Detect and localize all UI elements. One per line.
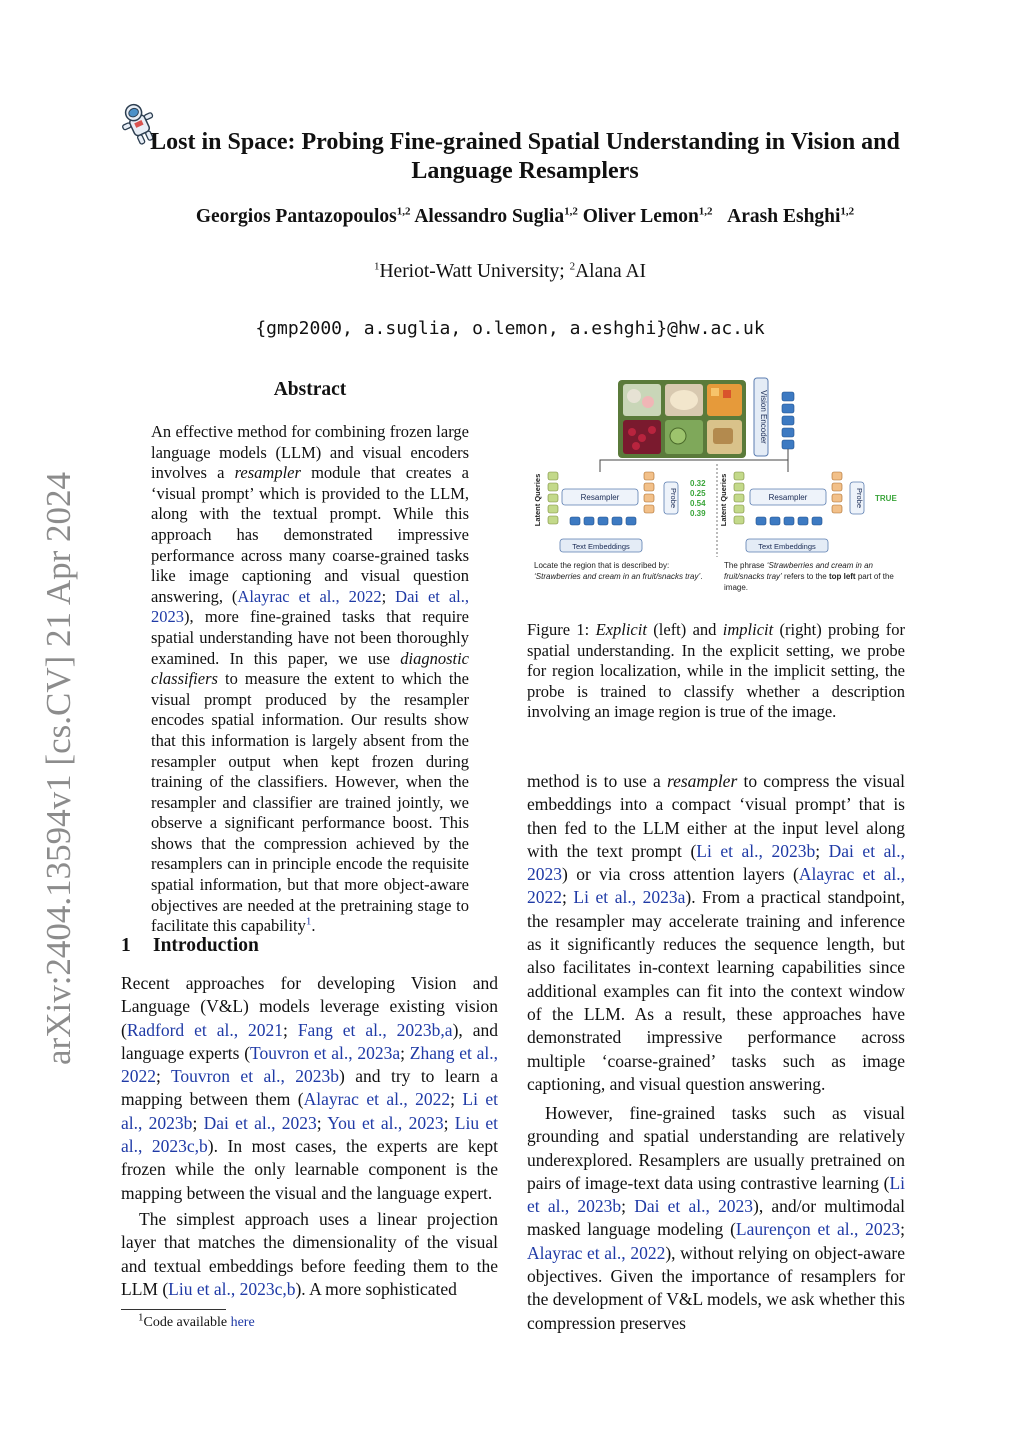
- section-title: Introduction: [153, 935, 259, 956]
- abstract-text: ;: [381, 586, 396, 606]
- paragraph-text: method is to use a: [527, 771, 667, 791]
- section-number: 1: [121, 935, 131, 956]
- figure-1-caption: [527, 620, 905, 723]
- probe-label: Probe: [669, 487, 678, 509]
- paper-title: [140, 128, 910, 186]
- author-affiliation-marker: 1,2: [564, 205, 578, 218]
- right-paragraph-2: [527, 1102, 905, 1335]
- citation-link[interactable]: Li et al., 2023b: [696, 840, 816, 861]
- explicit-pipeline: [533, 472, 709, 600]
- latent-queries-label: Latent Queries: [533, 473, 542, 527]
- title-line-1: Lost in Space: Probing Fine-grained Spatial Understanding in Vision and: [150, 129, 900, 155]
- author-name: Oliver Lemon: [582, 206, 699, 227]
- paragraph-text: ;: [562, 887, 574, 908]
- section-heading-introduction: [121, 935, 481, 957]
- paragraph-text: ). From a practical standpoint, the resampler may accelerate training and inference as it significantly reduces the sequence length, but also facilitates in-context learning capabilities since additional examples can fit into the context window of the LLM. As a result, these approaches have demonstrated impressive performance across multiple ‘coarse-grained’ tasks such as image captioning, and visual question answering.: [527, 887, 905, 1094]
- abstract-emphasis: resampler: [234, 463, 301, 483]
- desc-phrase: ‘Strawberries and cream in an fruit/snacks tray’: [724, 561, 873, 581]
- paragraph-text: ;: [400, 1042, 410, 1063]
- arxiv-id-text: arXiv:2404.13594v1 [cs.CV] 21 Apr 2024: [39, 471, 78, 1065]
- paragraph-text: to compress the visual embeddings into a compact ‘visual prompt’ that is then fed to the LLM either at the input level along with the text prompt (: [527, 771, 906, 861]
- paragraph-text: ;: [621, 1196, 635, 1217]
- paragraph-text: ), and language experts (: [121, 1019, 498, 1063]
- footnote-text: Code available: [143, 1315, 231, 1330]
- footnote-marker: 1: [138, 1311, 144, 1324]
- paragraph-text: However, fine-grained tasks such as visual grounding and spatial understanding are relatively underexplored. Resamplers are usually pretrained on pairs of image-text data using contrastive learning (: [527, 1103, 905, 1193]
- figure-1-diagram: [528, 372, 906, 610]
- citation-link[interactable]: Alayrac et al., 2022: [527, 864, 905, 908]
- paragraph-text: ;: [316, 1112, 328, 1133]
- citation-link[interactable]: Zhang et al., 2022: [121, 1042, 498, 1087]
- citation-link[interactable]: Li et al., 2023a: [573, 887, 686, 908]
- desc-text: The phrase: [724, 561, 767, 570]
- food-photo: [618, 380, 746, 458]
- probe-score: 0.32: [690, 479, 706, 488]
- code-link[interactable]: here: [230, 1315, 255, 1330]
- desc-text: .: [700, 572, 703, 581]
- latent-queries-label: Latent Queries: [719, 473, 728, 527]
- abstract-emphasis: diagnostic classifiers: [151, 648, 469, 689]
- intro-paragraph-2: [121, 1208, 498, 1301]
- paragraph-text: ) or via cross attention layers (: [562, 864, 799, 885]
- abstract-text: module that creates a ‘visual prompt’ which is provided to the LLM, along with the textual prompt. While this approach has demonstrated impressive performance across many coarse-grained tasks like image captioning and visual question answering, (: [151, 463, 469, 606]
- citation-link[interactable]: You et al., 2023: [327, 1112, 444, 1133]
- explicit-description: [534, 560, 709, 582]
- paragraph-text: ;: [283, 1019, 298, 1040]
- citation-link[interactable]: Laurençon et al., 2023: [735, 1219, 901, 1240]
- author-name: Arash Eshghi: [727, 206, 841, 227]
- abstract-text: An effective method for combining frozen large language models (LLM) and visual encoders involves a: [151, 422, 469, 483]
- footnote-link[interactable]: 1: [305, 915, 312, 928]
- author-name: Georgios Pantazopoulos: [195, 206, 397, 227]
- citation-link[interactable]: Dai et al., 2023: [203, 1112, 317, 1133]
- probe-label: Probe: [855, 487, 864, 509]
- probe-score: 0.25: [690, 489, 706, 498]
- citation-link[interactable]: Li et al., 2023b: [527, 1172, 905, 1217]
- desc-phrase: ‘Strawberries and cream in an fruit/snacks tray’: [534, 572, 701, 581]
- probe-score: 0.39: [690, 509, 706, 518]
- arxiv-identifier: [18, 355, 88, 1075]
- caption-text: (left) and: [646, 620, 723, 639]
- paragraph-text: ;: [192, 1112, 204, 1133]
- caption-label: Figure 1:: [527, 620, 596, 639]
- desc-bold: top left: [828, 572, 856, 581]
- paragraph-text: ;: [815, 840, 829, 861]
- paragraph-text: ;: [450, 1089, 463, 1110]
- paragraph-text: ), and/or multimodal masked language modeling (: [527, 1196, 905, 1240]
- affiliation-heriot-watt: Heriot-Watt University;: [379, 261, 570, 282]
- paragraph-text: ) and try to learn a mapping between them (: [121, 1066, 499, 1110]
- author-affiliation-marker: 1,2: [698, 205, 713, 218]
- paragraph-text: ), without relying on object-aware objectives. Given the importance of resamplers for the development of V&L models, we ask whether this compression preserves: [527, 1242, 905, 1333]
- citation-link[interactable]: Dai et al., 2023: [527, 840, 905, 885]
- paragraph-text: ;: [156, 1066, 171, 1087]
- paragraph-text: ). In most cases, the experts are kept frozen while the only learnable component is the mapping between the visual and the language expert.: [121, 1136, 498, 1203]
- affiliations: [120, 261, 900, 283]
- desc-text: Locate the region that is described by:: [534, 561, 670, 570]
- caption-text: (right) probing for spatial understanding. In the explicit setting, we probe for region localization, while in the implicit setting, the probe is trained to classify whether a description involving an image region is true of the image.: [527, 620, 905, 722]
- intro-paragraph-1: [121, 972, 498, 1205]
- abstract-body: [151, 422, 469, 937]
- probe-score: 0.54: [690, 499, 706, 508]
- citation-link[interactable]: Alayrac et al., 2022: [237, 586, 382, 606]
- abstract-text: to measure the extent to which the visual prompt produced by the resampler encodes spatial information. Our results show that this information is largely absent from the resampler output when kept frozen during training of the classifiers. However, when the resampler and classifier are trained jointly, we observe a significant performance boost. This shows that the compression achieved by the resamplers can in principle encode the requisite spatial information, but that more object-aware objectives are needed at the pretraining stage to facilitate this capability: [151, 669, 469, 936]
- citation-link[interactable]: Alayrac et al., 2022: [527, 1242, 666, 1263]
- affiliation-marker: 2: [569, 260, 576, 273]
- author-affiliation-marker: 1,2: [396, 205, 411, 218]
- paragraph-text: ). A more sophisticated: [295, 1278, 457, 1299]
- citation-link[interactable]: Liu et al., 2023c,b: [121, 1112, 498, 1157]
- abstract-text: .: [311, 916, 316, 936]
- paragraph-text: Recent approaches for developing Vision and Language (V&L) models leverage existing vision (: [121, 973, 498, 1040]
- citation-link[interactable]: Touvron et al., 2023b: [170, 1066, 340, 1087]
- author-emails: {gmp2000, a.suglia, o.lemon, a.eshghi}@hw.ac.uk: [255, 318, 765, 339]
- abstract-text: ), more fine-grained tasks that require spatial understanding have not been thoroughly examined. In this paper, we use: [151, 607, 469, 668]
- paragraph-text: ;: [443, 1112, 455, 1133]
- citation-link[interactable]: Alayrac et al., 2022: [303, 1089, 451, 1110]
- title-line-2: Language Resamplers: [411, 158, 639, 184]
- author-name: Alessandro Suglia: [414, 206, 565, 227]
- citation-link[interactable]: Radford et al., 2021: [126, 1019, 284, 1040]
- paragraph-text: The simplest approach uses a linear projection layer that matches the dimensionality of the visual and textual embeddings before feeding them to the LLM (: [121, 1209, 498, 1299]
- citation-link[interactable]: Dai et al., 2023: [151, 586, 470, 627]
- paragraph-text: ;: [900, 1219, 905, 1240]
- citation-link[interactable]: Dai et al., 2023: [634, 1196, 754, 1217]
- text-embeddings-label: Text Embeddings: [572, 542, 630, 551]
- author-list: [120, 206, 930, 228]
- resampler-label: Resampler: [768, 493, 808, 502]
- affiliation-marker: 1: [373, 260, 380, 273]
- citation-link[interactable]: Liu et al., 2023c,b: [168, 1278, 296, 1299]
- footnote: [138, 1311, 468, 1331]
- citation-link[interactable]: Li et al., 2023b: [121, 1089, 498, 1133]
- affiliation-alana: Alana AI: [575, 261, 647, 282]
- desc-text: refers to the: [781, 572, 829, 581]
- caption-emphasis: Explicit: [595, 620, 647, 639]
- true-label: TRUE: [875, 494, 897, 503]
- footnote-divider: [121, 1309, 226, 1310]
- implicit-description: [724, 560, 904, 593]
- citation-link[interactable]: Fang et al., 2023b,a: [297, 1019, 453, 1040]
- resampler-label: Resampler: [580, 493, 620, 502]
- right-paragraph-1: [527, 770, 905, 1096]
- citation-link[interactable]: Touvron et al., 2023a: [250, 1042, 401, 1063]
- desc-text: part of the image.: [724, 572, 894, 592]
- abstract-heading: Abstract: [273, 379, 347, 400]
- author-affiliation-marker: 1,2: [840, 205, 855, 218]
- emphasis-text: resampler: [666, 771, 738, 791]
- implicit-pipeline: [719, 472, 904, 608]
- caption-emphasis: implicit: [722, 620, 774, 639]
- text-embeddings-label: Text Embeddings: [758, 542, 816, 551]
- vision-encoder-label: Vision Encoder: [759, 390, 768, 444]
